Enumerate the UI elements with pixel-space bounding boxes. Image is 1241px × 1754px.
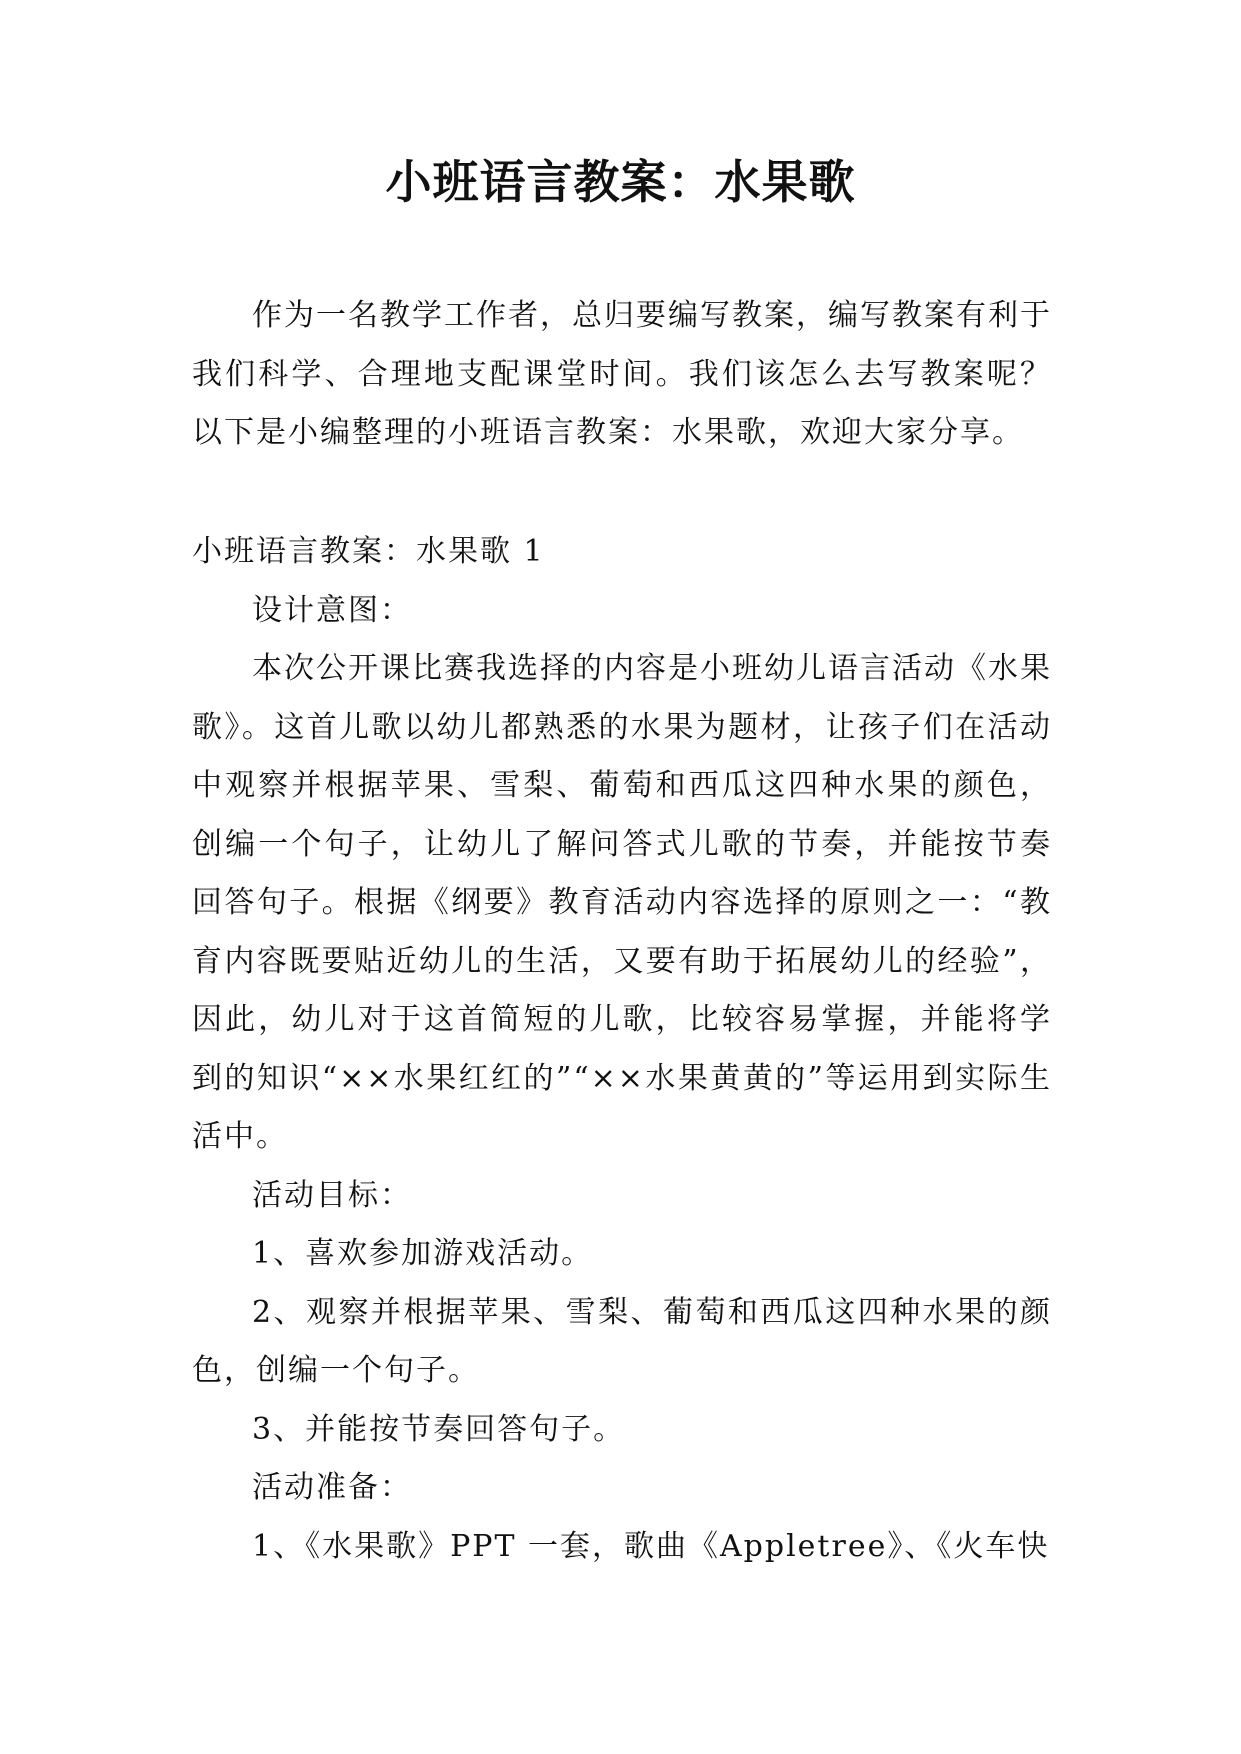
intro-paragraph: 作为一名教学工作者，总归要编写教案，编写教案有利于我们科学、合理地支配课堂时间。我们该怎么去写教案呢？以下是小编整理的小班语言教案：水果歌，欢迎大家分享。 [192, 298, 1052, 450]
lesson-plan-body [192, 523, 1052, 1576]
intro-block [192, 287, 1052, 463]
goals-heading: 活动目标： [252, 1177, 412, 1213]
prep-heading: 活动准备： [252, 1470, 412, 1505]
section-heading: 小班语言教案：水果歌 1 [192, 534, 545, 569]
document-title: 小班语言教案：水果歌 [385, 155, 856, 209]
goal-item-1: 1、喜欢参加游戏活动。 [252, 1236, 594, 1271]
prep-item-1: 1、《水果歌》PPT 一套，歌曲《Appletree》、《火车快 [252, 1528, 1050, 1564]
goal-item-2: 2、观察并根据苹果、雪梨、葡萄和西瓜这四种水果的颜色，创编一个句子。 [192, 1294, 1052, 1388]
design-heading: 设计意图： [252, 592, 412, 628]
goal-item-3: 3、并能按节奏回答句子。 [252, 1411, 626, 1447]
design-paragraph: 本次公开课比赛我选择的内容是小班幼儿语言活动《水果歌》。这首儿歌以幼儿都熟悉的水果为题材，让孩子们在活动中观察并根据苹果、雪梨、葡萄和西瓜这四种水果的颜色，创编一个句子，让幼儿了解问答式儿歌的节奏，并能按节奏回答句子。根据《纲要》教育活动内容选择的原则之一：“教育内容既要贴近幼儿的生活，又要有助于拓展幼儿的经验”，因此，幼儿对于这首简短的儿歌，比较容易掌握，并能将学到的知识“××水果红红的”“××水果黄黄的”等运用到实际生活中。 [192, 651, 1052, 1154]
